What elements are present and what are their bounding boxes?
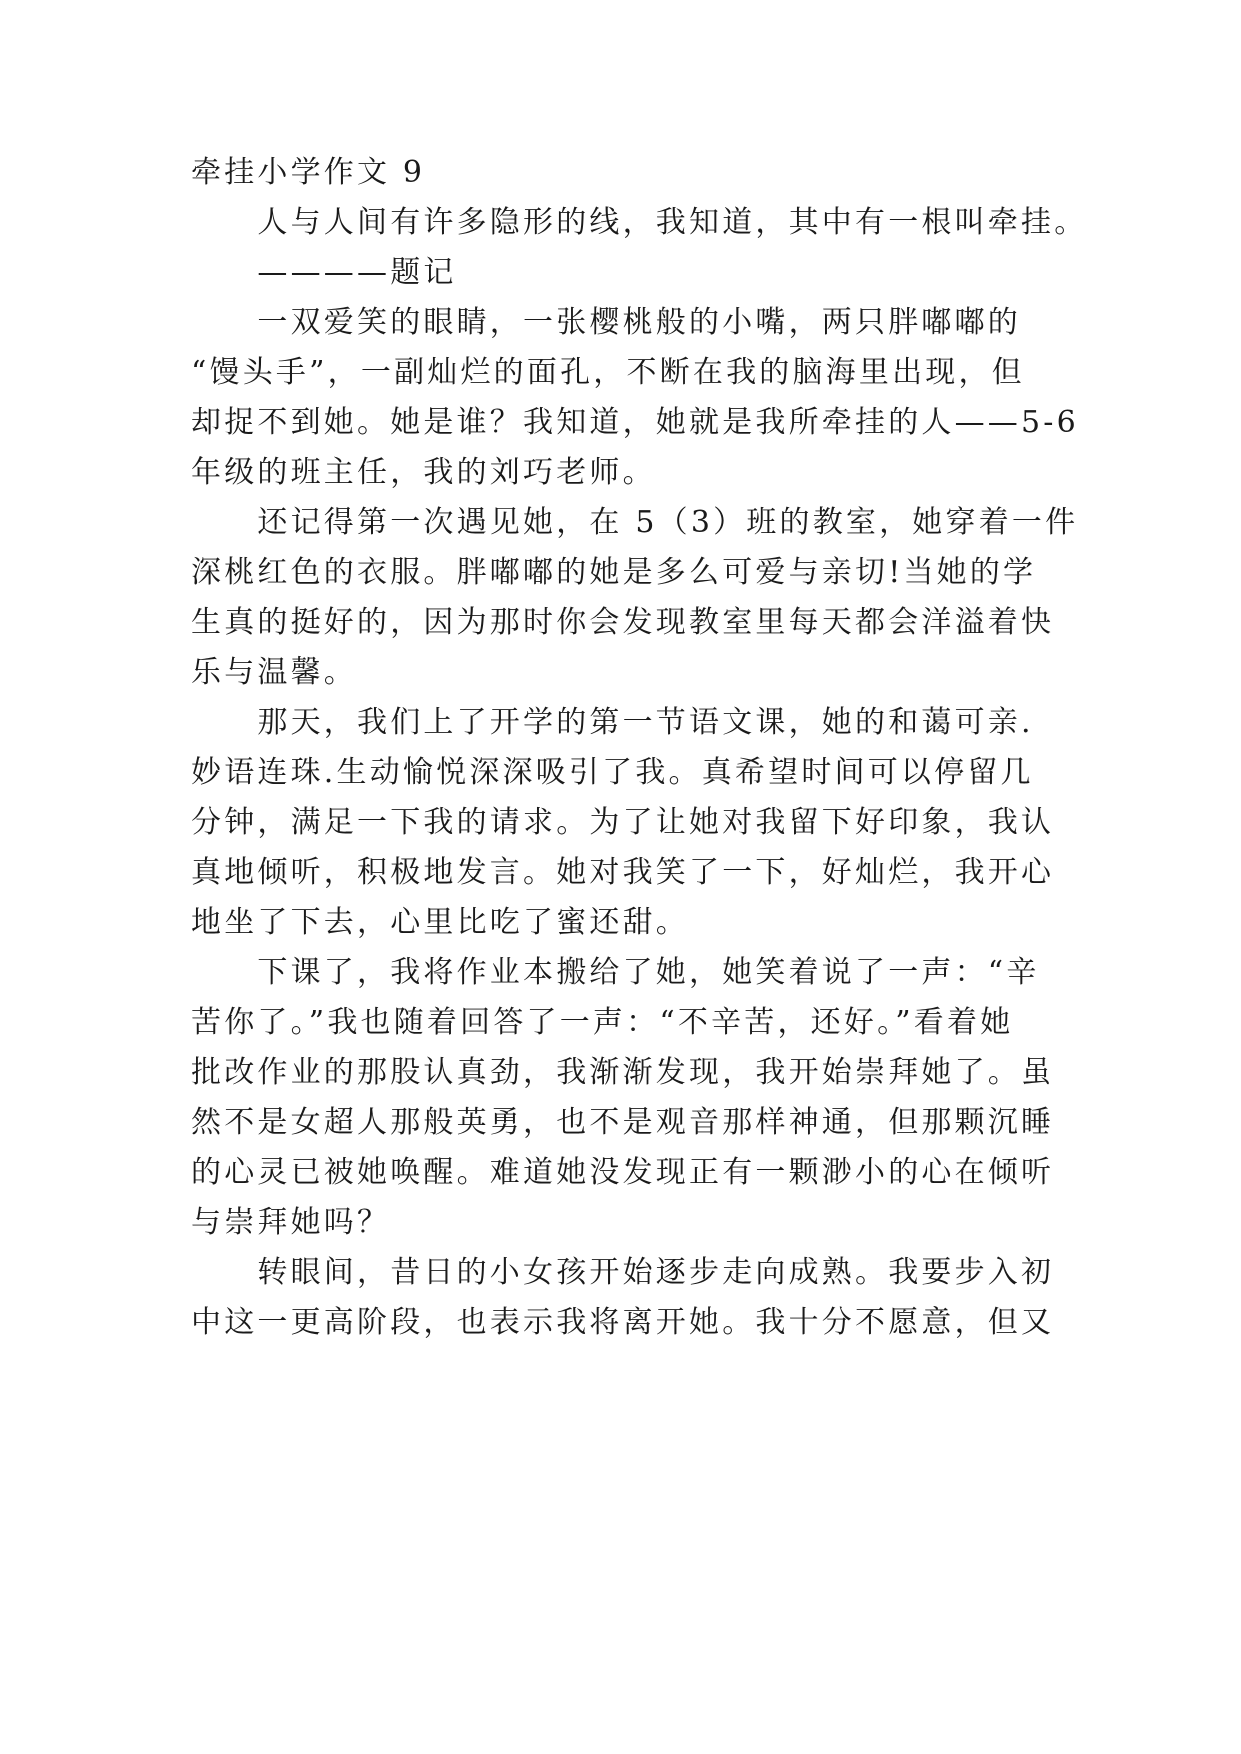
paragraph-line: 转眼间，昔日的小女孩开始逐步走向成熟。我要步入初 [191, 1255, 1055, 1290]
paragraph-line: 妙语连珠.生动愉悦深深吸引了我。真希望时间可以停留几 [191, 755, 1034, 790]
paragraph-line: 真地倾听，积极地发言。她对我笑了一下，好灿烂，我开心 [191, 855, 1055, 890]
paragraph-line: 下课了，我将作业本搬给了她，她笑着说了一声：“辛 [191, 955, 1040, 990]
paragraph-line: 中这一更高阶段，也表示我将离开她。我十分不愿意，但又 [191, 1305, 1055, 1340]
paragraph-line: 然不是女超人那般英勇，也不是观音那样神通，但那颗沉睡 [191, 1105, 1055, 1140]
paragraph-line: 苦你了。”我也随着回答了一声：“不辛苦，还好。”看着她 [191, 1005, 1014, 1040]
paragraph-line: 分钟，满足一下我的请求。为了让她对我留下好印象，我认 [191, 805, 1055, 840]
paragraph-line: 乐与温馨。 [191, 655, 357, 690]
paragraph-line: 那天，我们上了开学的第一节语文课，她的和蔼可亲. [191, 705, 1034, 740]
paragraph-line: 深桃红色的衣服。胖嘟嘟的她是多么可爱与亲切!当她的学 [191, 555, 1037, 590]
paragraph-line: 还记得第一次遇见她，在 5（3）班的教室，她穿着一件 [191, 505, 1079, 540]
epigraph-line: 人与人间有许多隐形的线，我知道，其中有一根叫牵挂。 [191, 205, 1088, 240]
paragraph-line: 批改作业的那股认真劲，我渐渐发现，我开始崇拜她了。虽 [191, 1055, 1055, 1090]
paragraph-line: 一双爱笑的眼睛，一张樱桃般的小嘴，两只胖嘟嘟的 [191, 305, 1021, 340]
document-title: 牵挂小学作文 9 [191, 155, 426, 190]
paragraph-line: 地坐了下去，心里比吃了蜜还甜。 [191, 905, 689, 940]
paragraph-line: “馒头手”，一副灿烂的面孔，不断在我的脑海里出现，但 [191, 355, 1025, 390]
paragraph-line: 的心灵已被她唤醒。难道她没发现正有一颗渺小的心在倾听 [191, 1155, 1055, 1190]
paragraph-line: 却捉不到她。她是谁？我知道，她就是我所牵挂的人——5-6 [191, 405, 1079, 440]
paragraph-line: 生真的挺好的，因为那时你会发现教室里每天都会洋溢着快 [191, 605, 1055, 640]
paragraph-line: 年级的班主任，我的刘巧老师。 [191, 455, 656, 490]
epigraph-attribution: ————题记 [191, 255, 457, 290]
paragraph-line: 与崇拜她吗？ [191, 1205, 391, 1240]
